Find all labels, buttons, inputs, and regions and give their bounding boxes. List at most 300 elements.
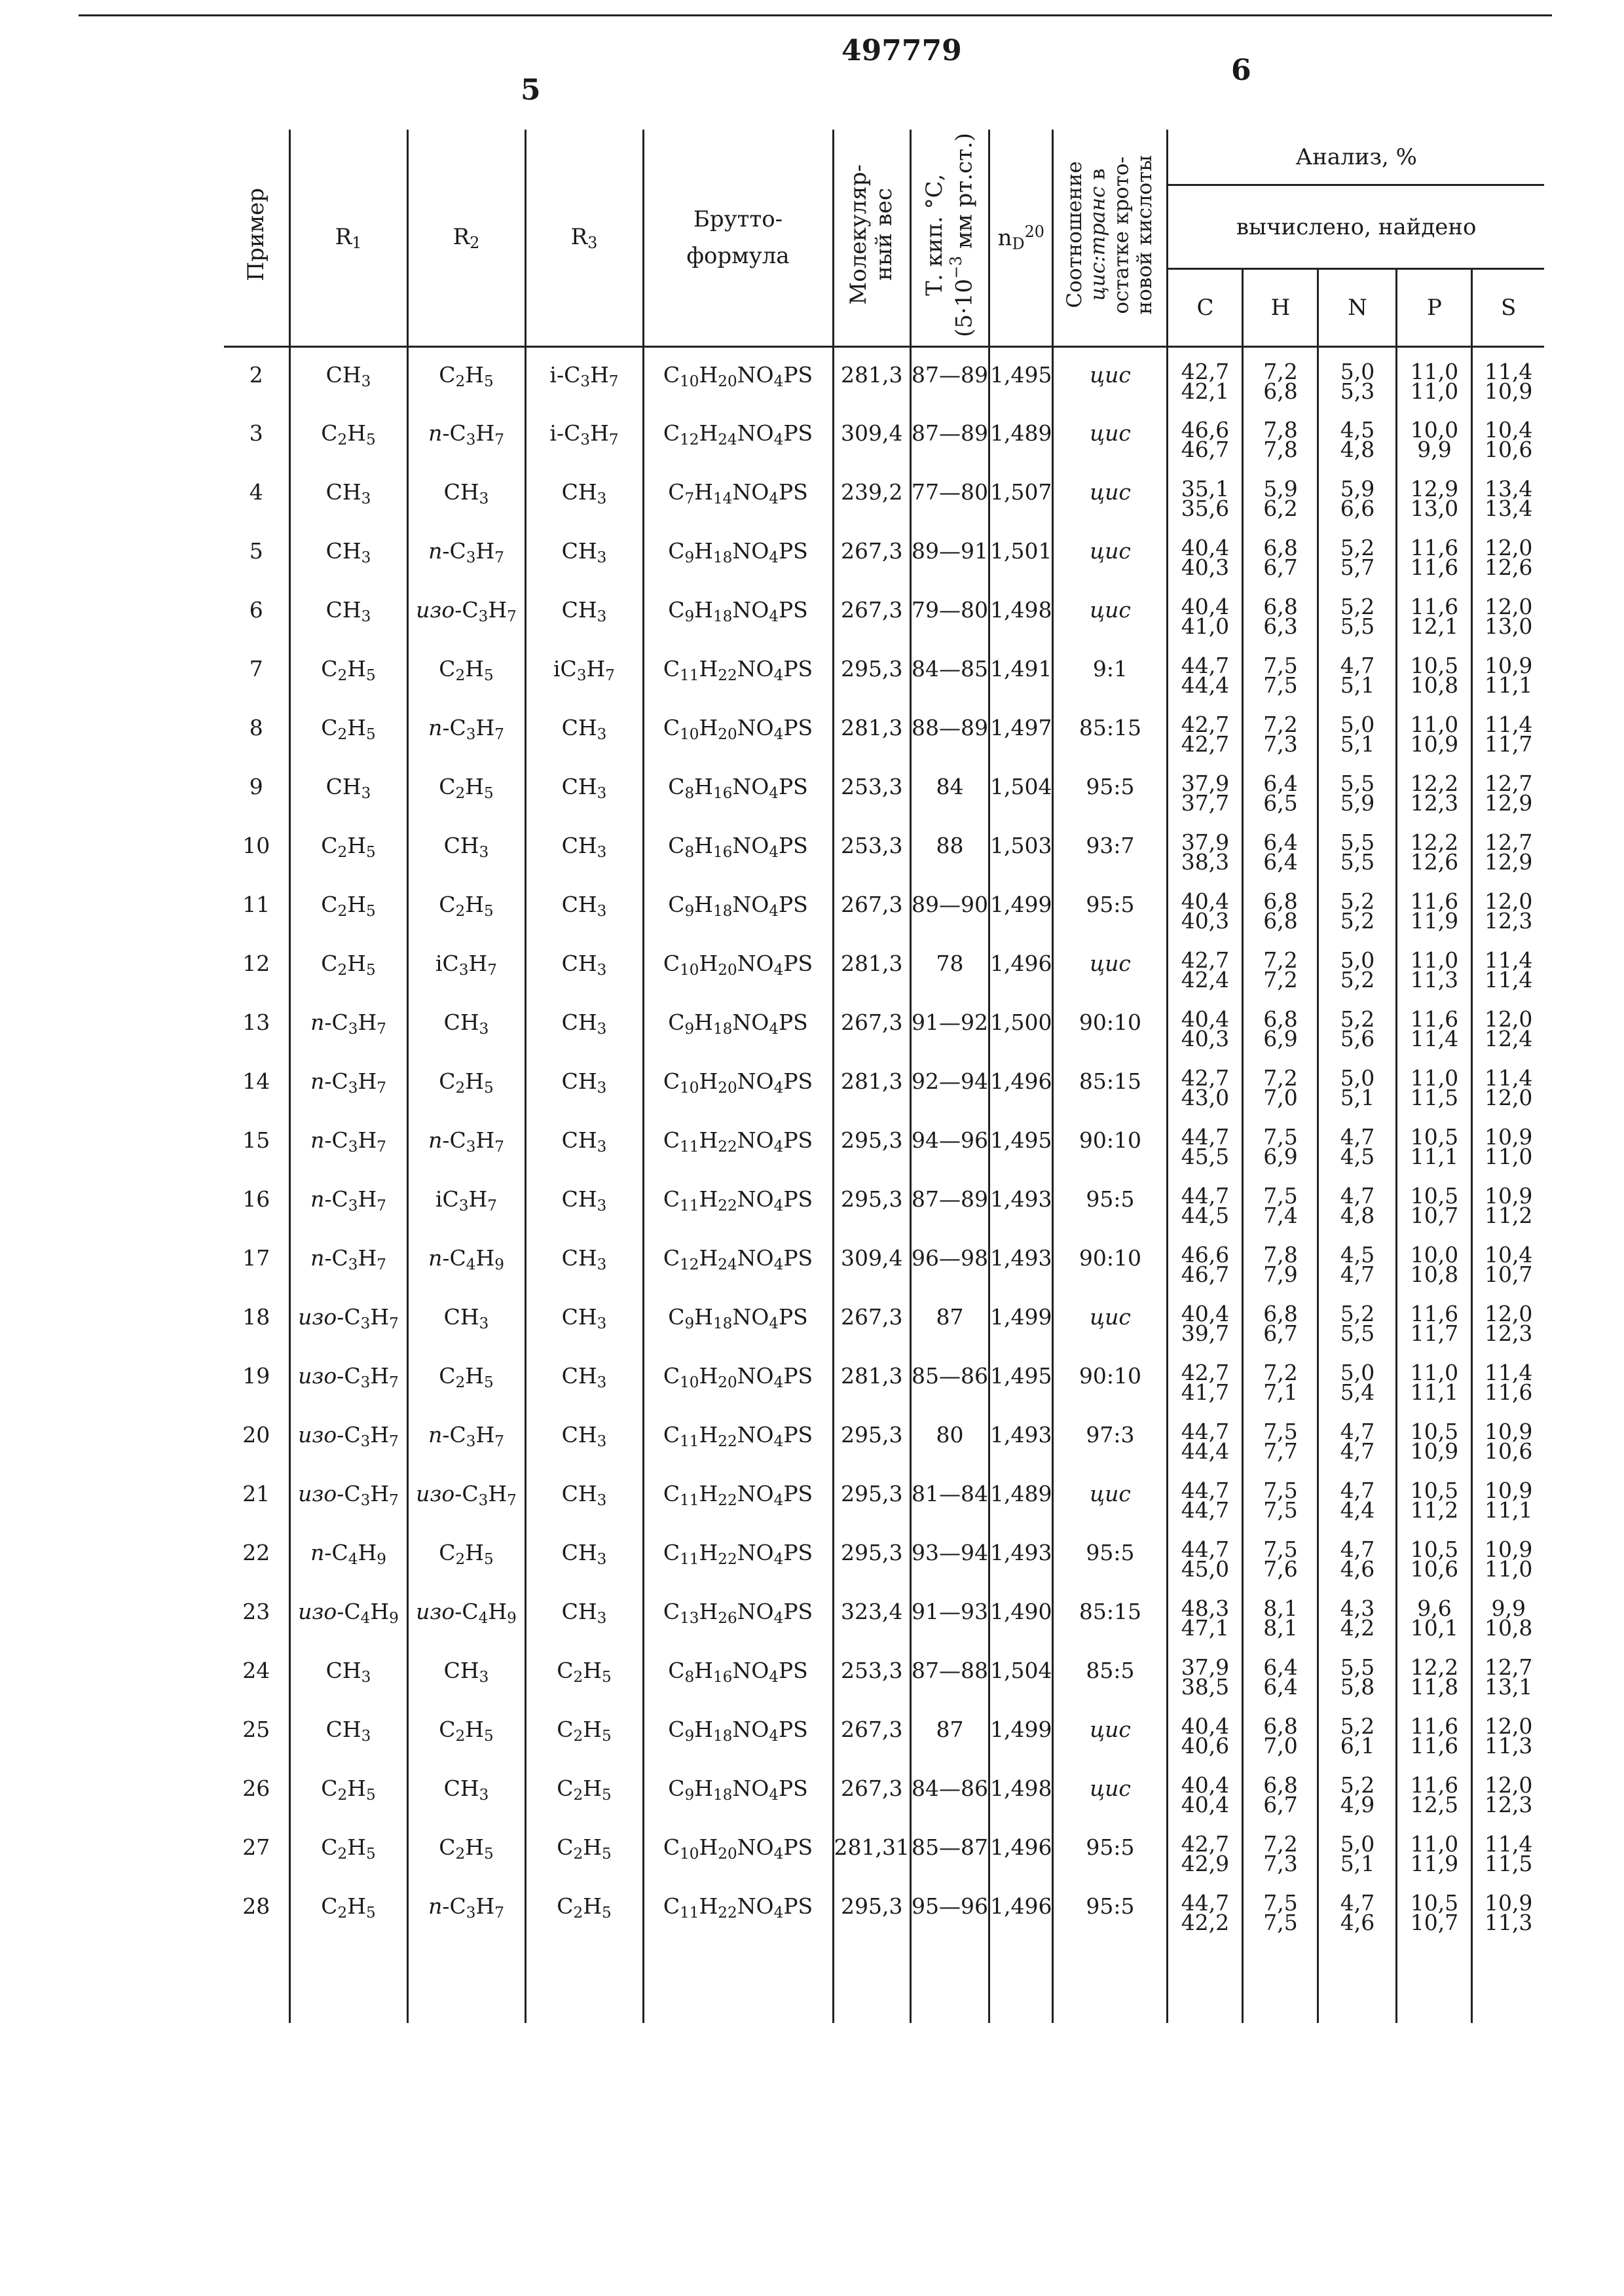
cell-bp: 87—89 — [910, 1172, 989, 1231]
cell-analysis-n — [1318, 347, 1397, 406]
value-calculated: 12,2 — [1410, 770, 1459, 796]
value-found: 5,1 — [1340, 672, 1375, 698]
cell-analysis-p — [1397, 1349, 1472, 1408]
table-row — [224, 1467, 1544, 1525]
cell-analysis-n — [1318, 1349, 1397, 1408]
value-calculated: 11,4 — [1484, 1065, 1533, 1091]
cell-nd: 1,507 — [989, 465, 1052, 524]
value-calculated: 12,7 — [1484, 1654, 1533, 1680]
cell-example: 24 — [242, 1657, 270, 1683]
cell-ratio: 95:5 — [1053, 1879, 1168, 1938]
cell-r3: $CH_3$ — [525, 465, 643, 524]
value-found: 12,3 — [1484, 1320, 1533, 1346]
cell-bp: 84 — [910, 759, 989, 818]
cell-r1: $CH_3$ — [289, 1643, 407, 1702]
cell-nd: 1,499 — [989, 877, 1052, 936]
value-calculated: 7,5 — [1263, 1889, 1298, 1916]
cell-r3: $i-C_3H_7$ — [525, 347, 643, 406]
value-calculated: 4,5 — [1340, 1241, 1375, 1267]
cell-analysis-s — [1472, 1820, 1544, 1879]
value-calculated: 13,4 — [1484, 475, 1533, 501]
filler-cell — [1318, 1938, 1397, 2023]
cell-mol-weight: 267,3 — [833, 1761, 910, 1820]
value-calculated: 6,4 — [1263, 829, 1298, 855]
value-found: 40,3 — [1181, 907, 1230, 934]
value-found: 13,4 — [1484, 495, 1533, 521]
cell-ratio: 95:5 — [1053, 877, 1168, 936]
value-found: 11,3 — [1484, 1732, 1533, 1758]
value-calculated: 42,7 — [1181, 1359, 1230, 1385]
value-found: 12,3 — [1410, 790, 1459, 816]
cell-formula: $C_8H_{16}NO_4PS$ — [643, 818, 833, 877]
value-found: 4,2 — [1340, 1614, 1375, 1641]
value-calculated: 11,0 — [1410, 1065, 1459, 1091]
cell-formula: $C_{11}H_{22}NO_4PS$ — [643, 642, 833, 701]
cell-analysis-n — [1318, 1113, 1397, 1172]
table-row — [224, 1172, 1544, 1231]
cell-ratio: 90:10 — [1053, 1231, 1168, 1290]
value-found: 11,1 — [1484, 1497, 1533, 1523]
cell-nd: 1,493 — [989, 1172, 1052, 1231]
cell-r2: $CH_3$ — [407, 1290, 525, 1349]
value-found: 12,6 — [1410, 848, 1459, 875]
value-found: 5,1 — [1340, 731, 1375, 757]
cell-bp: 84—85 — [910, 642, 989, 701]
value-found: 6,7 — [1263, 1791, 1298, 1817]
cell-mol-weight: 267,3 — [833, 1290, 910, 1349]
value-found: 37,7 — [1181, 790, 1230, 816]
table-row — [224, 877, 1544, 936]
cell-analysis-h — [1243, 642, 1318, 701]
cell-bp: 79—80 — [910, 583, 989, 642]
value-calculated: 6,4 — [1263, 770, 1298, 796]
cell-formula: $C_{10}H_{20}NO_4PS$ — [643, 701, 833, 759]
value-found: 8,1 — [1263, 1614, 1298, 1641]
cell-nd: 1,495 — [989, 1349, 1052, 1408]
cell-analysis-p — [1397, 995, 1472, 1054]
value-found: 6,8 — [1263, 378, 1298, 404]
cell-mol-weight: 295,3 — [833, 1172, 910, 1231]
value-calculated: 6,8 — [1263, 593, 1298, 619]
value-found: 6,7 — [1263, 554, 1298, 580]
value-calculated: 46,6 — [1181, 416, 1230, 443]
value-calculated: 10,9 — [1484, 1418, 1533, 1444]
cell-mol-weight: 295,3 — [833, 1467, 910, 1525]
cell-formula: $C_8H_{16}NO_4PS$ — [643, 759, 833, 818]
table-row — [224, 1290, 1544, 1349]
value-calculated: 40,4 — [1181, 534, 1230, 560]
cell-r2: $iC_3H_7$ — [407, 1172, 525, 1231]
value-found: 46,7 — [1181, 1261, 1230, 1287]
cell-analysis-p — [1397, 1467, 1472, 1525]
cell-r3: $C_2H_5$ — [525, 1761, 643, 1820]
cell-analysis-p — [1397, 1231, 1472, 1290]
value-found: 11,6 — [1410, 554, 1459, 580]
cell-analysis-p — [1397, 1702, 1472, 1761]
value-found: 5,7 — [1340, 554, 1375, 580]
header-mol-weight: Молекуляр- ный вес — [833, 130, 910, 347]
value-found: 7,7 — [1263, 1438, 1298, 1464]
cell-example: 23 — [242, 1598, 270, 1624]
cell-analysis-s — [1472, 936, 1544, 995]
value-found: 7,5 — [1263, 1497, 1298, 1523]
table-row — [224, 995, 1544, 1054]
cell-example: 6 — [249, 596, 263, 623]
value-found: 10,9 — [1410, 731, 1459, 757]
value-calculated: 5,9 — [1263, 475, 1298, 501]
value-found: 10,9 — [1484, 378, 1533, 404]
cell-analysis-s — [1472, 406, 1544, 465]
value-found: 11,1 — [1410, 1379, 1459, 1405]
value-calculated: 11,4 — [1484, 711, 1533, 737]
value-calculated: 7,5 — [1263, 652, 1298, 678]
value-calculated: 10,9 — [1484, 1889, 1533, 1916]
value-found: 38,3 — [1181, 848, 1230, 875]
value-calculated: 7,2 — [1263, 1065, 1298, 1091]
filler-cell — [525, 1938, 643, 2023]
cell-mol-weight: 253,3 — [833, 1643, 910, 1702]
cell-example: 10 — [242, 832, 270, 858]
table-body — [224, 347, 1544, 2023]
value-calculated: 44,7 — [1181, 1889, 1230, 1916]
cell-analysis-p — [1397, 1290, 1472, 1349]
filler-cell — [833, 1938, 910, 2023]
cell-analysis-n — [1318, 1584, 1397, 1643]
cell-analysis-p — [1397, 465, 1472, 524]
cell-analysis-h — [1243, 1349, 1318, 1408]
header-r2: $R_2$ — [407, 130, 525, 347]
cell-analysis-n — [1318, 1231, 1397, 1290]
value-found: 4,7 — [1340, 1438, 1375, 1464]
cell-analysis-n — [1318, 1290, 1397, 1349]
table-row — [224, 1584, 1544, 1643]
table-row — [224, 1408, 1544, 1467]
cell-formula: $C_{11}H_{22}NO_4PS$ — [643, 1467, 833, 1525]
value-calculated: 9,9 — [1491, 1595, 1526, 1621]
cell-analysis-s — [1472, 1290, 1544, 1349]
table-row — [224, 1113, 1544, 1172]
value-calculated: 11,0 — [1410, 711, 1459, 737]
cell-analysis-s — [1472, 701, 1544, 759]
value-calculated: 5,2 — [1340, 1772, 1375, 1798]
cell-analysis-p — [1397, 406, 1472, 465]
table-filler-row — [224, 1938, 1544, 2023]
value-calculated: 44,7 — [1181, 1477, 1230, 1503]
cell-mol-weight: 267,3 — [833, 583, 910, 642]
table-row — [224, 1525, 1544, 1584]
value-found: 5,1 — [1340, 1084, 1375, 1110]
cell-analysis-p — [1397, 347, 1472, 406]
value-calculated: 10,9 — [1484, 652, 1533, 678]
value-found: 4,9 — [1340, 1791, 1375, 1817]
cell-r1: $CH_3$ — [289, 347, 407, 406]
top-rule — [79, 14, 1552, 16]
cell-formula: $C_{10}H_{20}NO_4PS$ — [643, 1349, 833, 1408]
cell-nd: 1,490 — [989, 1584, 1052, 1643]
value-calculated: 12,0 — [1484, 1772, 1533, 1798]
cell-analysis-h — [1243, 1702, 1318, 1761]
filler-cell — [1472, 1938, 1544, 2023]
value-found: 11,1 — [1484, 672, 1533, 698]
cell-r3: $CH_3$ — [525, 1525, 643, 1584]
value-found: 11,9 — [1410, 907, 1459, 934]
patent-number: 497779 — [841, 34, 962, 67]
cell-r2: $n-C_3H_7$ — [407, 1408, 525, 1467]
filler-cell — [1168, 1938, 1243, 2023]
cell-analysis-h — [1243, 1643, 1318, 1702]
cell-analysis-c — [1168, 1408, 1243, 1467]
value-found: 7,4 — [1263, 1202, 1298, 1228]
cell-r3: $CH_3$ — [525, 1584, 643, 1643]
cell-analysis-c — [1168, 877, 1243, 936]
value-found: 6,8 — [1263, 907, 1298, 934]
cell-r3: $CH_3$ — [525, 1408, 643, 1467]
cell-ratio: 95:5 — [1053, 1525, 1168, 1584]
table-row — [224, 642, 1544, 701]
cell-mol-weight: 253,3 — [833, 818, 910, 877]
cell-analysis-n — [1318, 1820, 1397, 1879]
cell-mol-weight: 281,3 — [833, 1054, 910, 1113]
table-row — [224, 701, 1544, 759]
cell-ratio: 97:3 — [1053, 1408, 1168, 1467]
cell-analysis-c — [1168, 1761, 1243, 1820]
cell-r1: $C_2H_5$ — [289, 1879, 407, 1938]
filler-cell — [643, 1938, 833, 2023]
value-found: 11,9 — [1410, 1850, 1459, 1876]
cell-analysis-n — [1318, 524, 1397, 583]
cell-example: 11 — [242, 891, 270, 917]
cell-analysis-n — [1318, 642, 1397, 701]
value-found: 12,1 — [1410, 613, 1459, 639]
cell-r3: $CH_3$ — [525, 818, 643, 877]
value-calculated: 11,0 — [1410, 947, 1459, 973]
cell-mol-weight: 281,31 — [833, 1820, 910, 1879]
cell-ratio: 95:5 — [1053, 759, 1168, 818]
cell-analysis-h — [1243, 995, 1318, 1054]
value-calculated: 11,6 — [1410, 1300, 1459, 1326]
value-found: 40,4 — [1181, 1791, 1230, 1817]
value-calculated: 10,5 — [1410, 1536, 1459, 1562]
value-calculated: 10,5 — [1410, 1182, 1459, 1209]
cell-nd: 1,495 — [989, 1113, 1052, 1172]
value-found: 6,4 — [1263, 1673, 1298, 1700]
cell-bp: 85—87 — [910, 1820, 989, 1879]
cell-formula: $C_9H_{18}NO_4PS$ — [643, 1702, 833, 1761]
cell-formula: $C_9H_{18}NO_4PS$ — [643, 1290, 833, 1349]
cell-example: 18 — [242, 1303, 270, 1330]
cell-analysis-h — [1243, 1054, 1318, 1113]
cell-analysis-h — [1243, 1879, 1318, 1938]
value-calculated: 11,0 — [1410, 1831, 1459, 1857]
value-calculated: 40,4 — [1181, 1006, 1230, 1032]
value-found: 45,0 — [1181, 1556, 1230, 1582]
cell-r2: $n-C_3H_7$ — [407, 1879, 525, 1938]
value-found: 11,6 — [1484, 1379, 1533, 1405]
cell-r2: $n-C_3H_7$ — [407, 524, 525, 583]
value-calculated: 35,1 — [1181, 475, 1230, 501]
value-found: 10,8 — [1410, 672, 1459, 698]
cell-analysis-p — [1397, 1584, 1472, 1643]
cell-analysis-s — [1472, 1231, 1544, 1290]
cell-analysis-c — [1168, 1525, 1243, 1584]
value-calculated: 12,7 — [1484, 770, 1533, 796]
value-found: 12,6 — [1484, 554, 1533, 580]
table-row — [224, 1349, 1544, 1408]
cell-ratio: цис — [1053, 1290, 1168, 1349]
cell-formula: $C_8H_{16}NO_4PS$ — [643, 1643, 833, 1702]
value-found: 4,5 — [1340, 1143, 1375, 1169]
cell-analysis-s — [1472, 1054, 1544, 1113]
cell-analysis-s — [1472, 1467, 1544, 1525]
value-found: 7,3 — [1263, 731, 1298, 757]
cell-analysis-h — [1243, 1408, 1318, 1467]
value-calculated: 11,6 — [1410, 1006, 1459, 1032]
cell-nd: 1,504 — [989, 759, 1052, 818]
cell-ratio: 90:10 — [1053, 1113, 1168, 1172]
cell-r1: $C_2H_5$ — [289, 642, 407, 701]
cell-analysis-s — [1472, 1761, 1544, 1820]
cell-r2: изо-$C_4H_9$ — [407, 1584, 525, 1643]
value-calculated: 4,7 — [1340, 1536, 1375, 1562]
value-calculated: 7,5 — [1263, 1123, 1298, 1150]
header-bp: Т. кип. °С, ($5\cdot 10^{-3}$ мм рт.ст.) — [910, 130, 989, 347]
cell-ratio: цис — [1053, 1467, 1168, 1525]
value-found: 38,5 — [1181, 1673, 1230, 1700]
value-calculated: 10,9 — [1484, 1182, 1533, 1209]
value-found: 4,7 — [1340, 1261, 1375, 1287]
value-found: 6,7 — [1263, 1320, 1298, 1346]
cell-bp: 88 — [910, 818, 989, 877]
value-calculated: 5,0 — [1340, 1065, 1375, 1091]
cell-nd: 1,497 — [989, 701, 1052, 759]
cell-analysis-s — [1472, 759, 1544, 818]
cell-analysis-n — [1318, 936, 1397, 995]
value-found: 10,9 — [1410, 1438, 1459, 1464]
value-calculated: 7,8 — [1263, 416, 1298, 443]
cell-example: 21 — [242, 1480, 270, 1506]
value-found: 44,7 — [1181, 1497, 1230, 1523]
cell-r1: $n-C_3H_7$ — [289, 995, 407, 1054]
value-found: 11,0 — [1484, 1143, 1533, 1169]
value-found: 11,2 — [1410, 1497, 1459, 1523]
value-calculated: 5,2 — [1340, 1006, 1375, 1032]
cell-mol-weight: 253,3 — [833, 759, 910, 818]
cell-ratio: цис — [1053, 465, 1168, 524]
cell-analysis-n — [1318, 877, 1397, 936]
value-found: 11,8 — [1410, 1673, 1459, 1700]
cell-analysis-s — [1472, 642, 1544, 701]
cell-analysis-s — [1472, 1113, 1544, 1172]
cell-analysis-h — [1243, 1113, 1318, 1172]
table-row — [224, 1231, 1544, 1290]
cell-mol-weight: 309,4 — [833, 1231, 910, 1290]
cell-r2: $iC_3H_7$ — [407, 936, 525, 995]
cell-bp: 91—92 — [910, 995, 989, 1054]
value-calculated: 40,4 — [1181, 1300, 1230, 1326]
value-calculated: 44,7 — [1181, 652, 1230, 678]
value-found: 11,3 — [1484, 1909, 1533, 1935]
cell-analysis-p — [1397, 524, 1472, 583]
cell-bp: 77—80 — [910, 465, 989, 524]
value-found: 12,5 — [1410, 1791, 1459, 1817]
cell-analysis-h — [1243, 1584, 1318, 1643]
value-calculated: 5,0 — [1340, 1831, 1375, 1857]
value-found: 7,2 — [1263, 966, 1298, 993]
value-calculated: 10,5 — [1410, 1889, 1459, 1916]
cell-example: 4 — [249, 479, 263, 505]
value-found: 13,0 — [1484, 613, 1533, 639]
cell-bp: 81—84 — [910, 1467, 989, 1525]
cell-analysis-p — [1397, 583, 1472, 642]
cell-r2: $C_2H_5$ — [407, 1702, 525, 1761]
cell-r3: $C_2H_5$ — [525, 1820, 643, 1879]
cell-r1: $CH_3$ — [289, 759, 407, 818]
value-found: 11,5 — [1410, 1084, 1459, 1110]
table-row — [224, 818, 1544, 877]
cell-analysis-s — [1472, 1408, 1544, 1467]
cell-analysis-n — [1318, 995, 1397, 1054]
value-calculated: 4,7 — [1340, 1182, 1375, 1209]
value-calculated: 10,9 — [1484, 1123, 1533, 1150]
value-found: 11,0 — [1410, 378, 1459, 404]
value-calculated: 11,4 — [1484, 947, 1533, 973]
cell-analysis-h — [1243, 1172, 1318, 1231]
cell-ratio: цис — [1053, 583, 1168, 642]
value-found: 6,1 — [1340, 1732, 1375, 1758]
cell-formula: $C_{10}H_{20}NO_4PS$ — [643, 936, 833, 995]
cell-formula: $C_{10}H_{20}NO_4PS$ — [643, 1054, 833, 1113]
cell-analysis-p — [1397, 1761, 1472, 1820]
cell-r1: $C_2H_5$ — [289, 406, 407, 465]
cell-mol-weight: 295,3 — [833, 1113, 910, 1172]
value-calculated: 11,4 — [1484, 359, 1533, 384]
value-calculated: 46,6 — [1181, 1241, 1230, 1267]
cell-example: 25 — [242, 1716, 270, 1742]
cell-analysis-s — [1472, 818, 1544, 877]
cell-example: 8 — [249, 714, 263, 740]
value-found: 42,1 — [1181, 378, 1230, 404]
cell-r3: $CH_3$ — [525, 1467, 643, 1525]
value-found: 41,0 — [1181, 613, 1230, 639]
cell-r2: $C_2H_5$ — [407, 1054, 525, 1113]
value-found: 7,3 — [1263, 1850, 1298, 1876]
cell-bp: 89—91 — [910, 524, 989, 583]
cell-mol-weight: 295,3 — [833, 1525, 910, 1584]
cell-r3: $C_2H_5$ — [525, 1879, 643, 1938]
value-found: 10,6 — [1410, 1556, 1459, 1582]
value-found: 5,4 — [1340, 1379, 1375, 1405]
filler-cell — [1243, 1938, 1318, 2023]
value-calculated: 8,1 — [1263, 1595, 1298, 1621]
value-found: 46,7 — [1181, 436, 1230, 462]
value-found: 47,1 — [1181, 1614, 1230, 1641]
value-calculated: 12,0 — [1484, 593, 1533, 619]
filler-cell — [224, 1938, 289, 2023]
cell-analysis-n — [1318, 1761, 1397, 1820]
filler-cell — [1053, 1938, 1168, 2023]
value-calculated: 6,8 — [1263, 1772, 1298, 1798]
cell-analysis-c — [1168, 995, 1243, 1054]
cell-r1: $CH_3$ — [289, 1702, 407, 1761]
cell-r1: $CH_3$ — [289, 524, 407, 583]
value-calculated: 7,8 — [1263, 1241, 1298, 1267]
value-calculated: 10,0 — [1410, 416, 1459, 443]
value-calculated: 7,5 — [1263, 1418, 1298, 1444]
value-found: 5,5 — [1340, 613, 1375, 639]
value-calculated: 11,6 — [1410, 534, 1459, 560]
cell-r1: $n-C_3H_7$ — [289, 1054, 407, 1113]
value-found: 5,8 — [1340, 1673, 1375, 1700]
